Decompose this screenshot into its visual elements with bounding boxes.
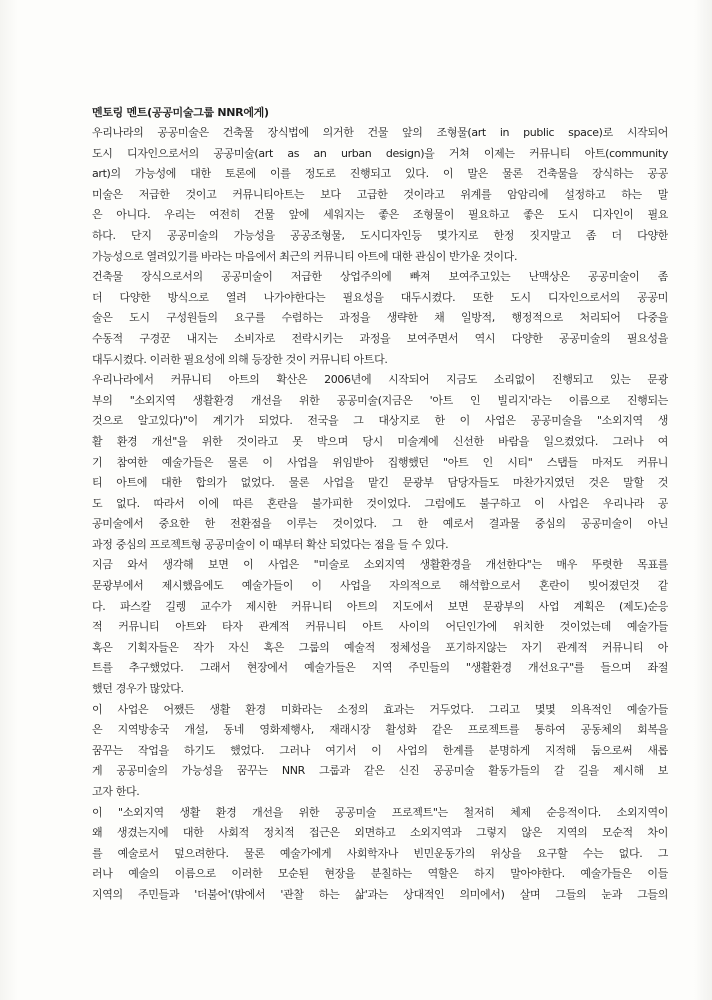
body-text-line: 혹은 기획자들은 작가 자신 혹은 그룹의 예술적 정체성을 포기하지않는 자기 관계적 커뮤니티 아: [92, 640, 668, 654]
body-text-line: 술은 도시 구성원들의 요구를 수렴하는 과정을 생략한 채 일방적, 행정적으로 처리되어 다중을: [92, 311, 668, 325]
body-text-line: 부의 "소외지역 생활환경 개선을 위한 공공미술(지금은 '아트 인 빌리지'라는 이름으로 진행되는: [92, 393, 668, 407]
body-text-line: 적 커뮤니티 아트와 타자 관계적 커뮤니티 아트 사이의 어딘인가에 위치한 것이었는데 예술가들: [92, 620, 668, 634]
body-text-line: 하다. 단지 공공미술의 가능성을 공공조형물, 도시디자인등 몇가지로 한정 짓지말고 좀 더 다양한: [92, 228, 668, 242]
body-text-line: 수동적 구경꾼 내지는 소비자로 전락시키는 과정을 보여주면서 역시 다양한 공공미술의 필요성을: [92, 331, 668, 345]
body-text-line: 이 사업은 어쨌든 생활 환경 미화라는 소정의 효과는 거두었다. 그리고 몇몇 의욕적인 예술가들: [92, 702, 668, 716]
body-text-line: 이 "소외지역 생활 환경 개선을 위한 공공미술 프로젝트"는 철저히 체제 순응적이다. 소외지역이: [92, 805, 668, 819]
body-text-line: 다. 파스칼 길렝 교수가 제시한 커뮤니티 아트의 지도에서 보면 문광부의 사업 계획은 (제도)순응: [92, 599, 668, 613]
body-text-line: 건축물 장식으로서의 공공미술이 저급한 상업주의에 빠져 보여주고있는 난맥상은 공공미술이 좀: [92, 270, 668, 284]
body-text-line: 미술은 저급한 것이고 커뮤니티아트는 보다 고급한 것이라고 위계를 암암리에 설정하고 하는 말: [92, 187, 668, 201]
body-text-line: 더 다양한 방식으로 열려 나가야한다는 필요성을 대두시켰다. 또한 도시 디자인으로서의 공공미: [92, 290, 668, 304]
body-text-line: 기 참여한 예술가들은 물론 이 사업을 위임받아 집행했던 "아트 인 시티" 스탭들 마저도 커뮤니: [92, 455, 668, 469]
body-text-line: 공미술에서 중요한 한 전환점을 이루는 것이었다. 그 한 예로서 결과물 중심의 공공미술이 아닌: [92, 517, 668, 531]
body-text-line: 티 아트에 대한 합의가 없었다. 물론 사업을 맡긴 문광부 담당자들도 마찬가지였던 것은 말할 것: [92, 476, 668, 490]
body-text-line: 은 아니다. 우리는 여전히 건물 앞에 세워지는 좋은 조형물이 필요하고 좋은 도시 디자인이 필요: [92, 208, 668, 222]
body-text-line: 것으로 알고있다)"이 계기가 되었다. 전국을 그 대상지로 한 이 사업은 공공미술을 "소외지역 생: [92, 414, 668, 428]
body-text-line: 고자 한다.: [92, 785, 140, 798]
body-text-line: 했던 경우가 많았다.: [92, 682, 184, 696]
document-body: [92, 123, 668, 906]
body-text-line: 가능성으로 열려있기를 바라는 마음에서 최근의 커뮤니티 아트에 대한 관심이 반가운 것이다.: [92, 249, 518, 263]
body-text-line: 지역의 주민들과 '더불어'(밖에서 '관찰 하는 삶'과는 상대적인 의미에서) 살며 그들의 눈과 그들의: [92, 887, 668, 901]
body-text-line: 우리나라에서 커뮤니티 아트의 확산은 2006년에 시작되어 지금도 소리없이 진행되고 있는 문광: [92, 373, 668, 387]
body-text-line: art)의 가능성에 대한 토론에 이를 정도로 진행되고 있다. 이 말은 물론 건축물을 장식하는 공공: [92, 167, 668, 181]
body-text-line: 러나 예술의 이름으로 이러한 모순된 현장을 분칠하는 역할은 하지 말아야한다. 예술가들은 이들: [92, 867, 668, 881]
body-text-line: 문광부에서 제시했음에도 예술가들이 이 사업을 자의적으로 해석함으로서 혼란이 빚어졌던것 같: [92, 579, 668, 593]
body-text-line: 활 환경 개선"을 위한 것이라고 못 박으며 당시 미술계에 신선한 바람을 일으켰었다. 그러나 여: [92, 434, 668, 448]
body-text-line: 왜 생겼는지에 대한 사회적 정치적 접근은 외면하고 소외지역과 그렇지 않은 지역의 모순적 차이: [92, 826, 668, 840]
body-text-line: 도시 디자인으로서의 공공미술(art as an urban design)을 거쳐 이제는 커뮤니티 아트(community: [92, 146, 668, 160]
body-text-line: 트를 추구했었다. 그래서 현장에서 예술가들은 지역 주민들의 "생활환경 개선요구"를 들으며 좌절: [92, 661, 668, 675]
body-text-line: 도 없다. 따라서 이에 따른 혼란을 불가피한 것이었다. 그럼에도 불구하고 이 사업은 우리나라 공: [92, 496, 668, 510]
body-text-line: 우리나라의 공공미술은 건축물 장식법에 의거한 건물 앞의 조형물(art in public space)로 시작되어: [92, 126, 668, 139]
body-text-line: 지금 와서 생각해 보면 이 사업은 "미술로 소외지역 생활환경을 개선한다"는 매우 뚜렷한 목표를: [92, 558, 668, 572]
body-text-line: 은 지역방송국 개설, 동네 영화제행사, 재래시장 활성화 같은 프로젝트를 통하여 공동체의 회복을: [92, 723, 668, 737]
body-text-line: 꿈꾸는 작업을 하기도 했었다. 그러나 여기서 이 사업의 한계를 분명하게 지적해 둠으로써 새롭: [92, 743, 668, 757]
body-text-line: 를 예술로서 덮으려한다. 물론 예술가에게 사회학자나 빈민운동가의 위상을 요구할 수는 없다. 그: [92, 846, 668, 860]
document-title: 멘토링 멘트(공공미술그룹 NNR에게): [92, 106, 269, 119]
body-text-line: 게 공공미술의 가능성을 꿈꾸는 NNR 그룹과 같은 신진 공공미술 활동가들의 갈 길을 제시해 보: [92, 764, 668, 778]
body-text-line: 과정 중심의 프로젝트형 공공미술이 이 때부터 확산 되었다는 점을 들 수 있다.: [92, 537, 449, 551]
body-text-line: 대두시켰다. 이러한 필요성에 의해 등장한 것이 커뮤니티 아트다.: [92, 352, 388, 366]
